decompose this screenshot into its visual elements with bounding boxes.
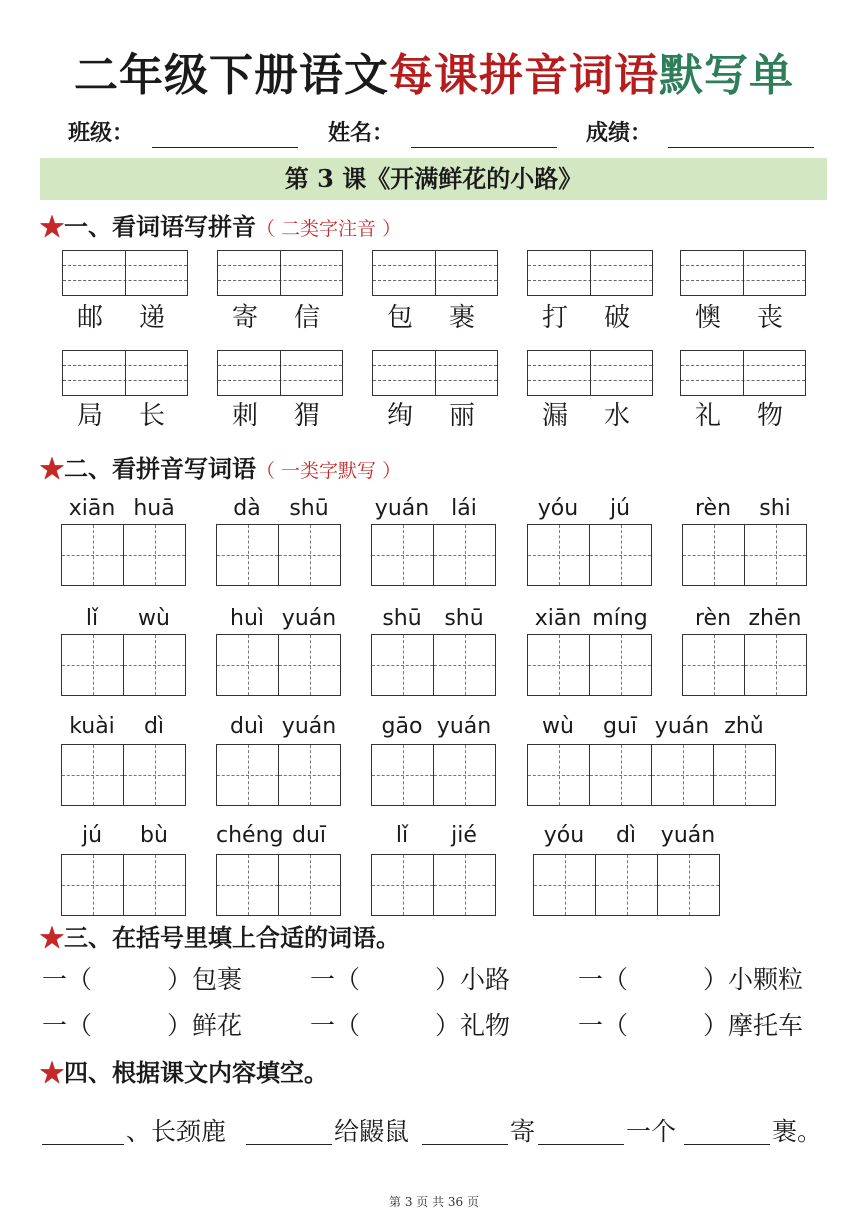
fill-bracket-item[interactable]: 一（ ）鲜花	[42, 1011, 243, 1040]
section4-heading: ★四、根据课文内容填空。	[40, 1058, 328, 1087]
fill-bracket-item[interactable]: 一（ ）礼物	[310, 1011, 511, 1040]
hanzi-char: 寄	[231, 303, 258, 333]
word-item	[680, 300, 806, 336]
fill-bracket-item[interactable]: 一（ ）小颗粒	[578, 965, 804, 994]
score-label: 成绩：	[586, 120, 653, 146]
tianzige-cell[interactable]	[595, 854, 658, 916]
page-title: 二年级下册语文每课拼音词语默写单	[74, 50, 794, 101]
tianzige-cell[interactable]	[589, 634, 652, 696]
tianzige-cell[interactable]	[278, 524, 341, 586]
pinyin-writing-box[interactable]	[680, 350, 806, 396]
tianzige-cell[interactable]	[533, 854, 596, 916]
pinyin-writing-box[interactable]	[217, 250, 343, 296]
tianzige-cell[interactable]	[589, 744, 652, 806]
sentence-segment: 一个	[626, 1117, 677, 1146]
pinyin-label: jié	[451, 823, 477, 848]
hanzi-char: 邮	[76, 303, 103, 333]
word-item	[527, 398, 653, 434]
hanzi-char: 刺	[231, 401, 258, 431]
hanzi-char: 猬	[293, 401, 320, 431]
pinyin-label: yóu	[537, 496, 579, 521]
pinyin-label: yuán	[654, 714, 710, 739]
lesson-banner: 第 3 课《开满鲜花的小路》	[40, 158, 827, 200]
pinyin-label: yuán	[436, 714, 492, 739]
tianzige-cell[interactable]	[433, 744, 496, 806]
hanzi-char: 丽	[448, 401, 475, 431]
tianzige-cell[interactable]	[61, 634, 124, 696]
section3-heading: ★三、在括号里填上合适的词语。	[40, 923, 400, 952]
pinyin-label: guī	[602, 714, 638, 739]
pinyin-label: shū	[382, 606, 422, 631]
tianzige-cell[interactable]	[371, 854, 434, 916]
tianzige-cell[interactable]	[527, 744, 590, 806]
page-number: 第 3 页 共 36 页	[389, 1195, 479, 1209]
name-label: 姓名：	[328, 120, 395, 146]
class-label: 班级：	[68, 120, 135, 146]
tianzige-cell[interactable]	[278, 744, 341, 806]
pinyin-writing-box[interactable]	[527, 250, 653, 296]
pinyin-writing-box[interactable]	[680, 250, 806, 296]
tianzige-cell[interactable]	[371, 744, 434, 806]
tianzige-cell[interactable]	[123, 854, 186, 916]
fill-bracket-item[interactable]: 一（ ）包裹	[42, 965, 243, 994]
tianzige-cell[interactable]	[278, 854, 341, 916]
hanzi-char: 打	[541, 303, 568, 333]
class-field[interactable]	[152, 147, 298, 148]
tianzige-cell[interactable]	[123, 744, 186, 806]
sentence-segment: 、长颈鹿	[126, 1117, 227, 1146]
pinyin-writing-box[interactable]	[62, 250, 188, 296]
pinyin-label: shi	[759, 496, 791, 521]
tianzige-cell[interactable]	[589, 524, 652, 586]
tianzige-cell[interactable]	[651, 744, 714, 806]
pinyin-label: dì	[615, 823, 637, 848]
sentence-segment: 裹。	[772, 1117, 823, 1146]
tianzige-cell[interactable]	[682, 524, 745, 586]
pinyin-label: duì	[229, 714, 265, 739]
pinyin-label: shū	[444, 606, 484, 631]
pinyin-label: yóu	[543, 823, 585, 848]
pinyin-label: yuán	[660, 823, 716, 848]
word-item	[372, 300, 498, 336]
blank-line[interactable]	[422, 1144, 508, 1145]
blank-line[interactable]	[246, 1144, 332, 1145]
sentence-segment: 给鼹鼠	[334, 1117, 410, 1146]
pinyin-label: dà	[233, 496, 261, 521]
pinyin-writing-box[interactable]	[372, 350, 498, 396]
pinyin-label: zhēn	[748, 606, 802, 631]
pinyin-label: wù	[138, 606, 170, 631]
sentence-segment: 寄	[510, 1117, 536, 1146]
word-item	[680, 398, 806, 434]
star-icon: ★	[40, 212, 64, 241]
word-item	[62, 300, 188, 336]
fill-bracket-item[interactable]: 一（ ）摩托车	[578, 1011, 804, 1040]
pinyin-label: yuán	[281, 714, 337, 739]
tianzige-cell[interactable]	[61, 854, 124, 916]
fill-bracket-item[interactable]: 一（ ）小路	[310, 965, 511, 994]
score-field[interactable]	[668, 147, 814, 148]
hanzi-char: 绚	[386, 401, 413, 431]
pinyin-label: dì	[143, 714, 165, 739]
blank-line[interactable]	[538, 1144, 624, 1145]
tianzige-cell[interactable]	[433, 524, 496, 586]
word-item	[62, 398, 188, 434]
pinyin-label: yuán	[374, 496, 430, 521]
hanzi-char: 递	[138, 303, 165, 333]
word-item	[527, 300, 653, 336]
blank-line[interactable]	[684, 1144, 770, 1145]
tianzige-cell[interactable]	[657, 854, 720, 916]
name-field[interactable]	[411, 147, 557, 148]
tianzige-cell[interactable]	[61, 744, 124, 806]
tianzige-cell[interactable]	[713, 744, 776, 806]
pinyin-writing-box[interactable]	[217, 350, 343, 396]
hanzi-char: 水	[603, 401, 630, 431]
hanzi-char: 物	[756, 401, 783, 431]
tianzige-cell[interactable]	[527, 634, 590, 696]
hanzi-char: 礼	[694, 401, 721, 431]
pinyin-label: chéng	[216, 823, 284, 848]
tianzige-cell[interactable]	[433, 854, 496, 916]
tianzige-cell[interactable]	[278, 634, 341, 696]
student-info-row	[68, 116, 828, 152]
tianzige-cell[interactable]	[216, 854, 279, 916]
pinyin-label: gāo	[381, 714, 423, 739]
pinyin-label: shū	[289, 496, 329, 521]
tianzige-cell[interactable]	[216, 524, 279, 586]
tianzige-cell[interactable]	[371, 524, 434, 586]
pinyin-label: xiān	[68, 496, 116, 521]
pinyin-label: wù	[542, 714, 574, 739]
pinyin-label: kuài	[69, 714, 115, 739]
tianzige-cell[interactable]	[123, 634, 186, 696]
pinyin-label: jú	[609, 496, 631, 521]
star-icon: ★	[40, 454, 64, 483]
pinyin-writing-box[interactable]	[527, 350, 653, 396]
pinyin-label: xiān	[534, 606, 582, 631]
tianzige-cell[interactable]	[682, 634, 745, 696]
hanzi-char: 破	[603, 303, 630, 333]
section1-heading: ★一、看词语写拼音（ 二类字注音 ）	[40, 212, 402, 241]
star-icon: ★	[40, 923, 64, 952]
blank-line[interactable]	[42, 1144, 124, 1145]
word-item	[217, 300, 343, 336]
pinyin-label: rèn	[694, 606, 732, 631]
tianzige-cell[interactable]	[744, 524, 807, 586]
star-icon: ★	[40, 1058, 64, 1087]
section2-heading: ★二、看拼音写词语（ 一类字默写 ）	[40, 454, 402, 483]
pinyin-label: yuán	[281, 606, 337, 631]
pinyin-writing-box[interactable]	[372, 250, 498, 296]
hanzi-char: 信	[293, 303, 320, 333]
pinyin-label: duī	[291, 823, 327, 848]
pinyin-label: míng	[592, 606, 648, 631]
hanzi-char: 局	[76, 401, 103, 431]
tianzige-cell[interactable]	[123, 524, 186, 586]
word-item	[372, 398, 498, 434]
pinyin-label: zhǔ	[724, 714, 764, 739]
pinyin-label: bù	[140, 823, 168, 848]
pinyin-writing-box[interactable]	[62, 350, 188, 396]
hanzi-char: 丧	[756, 303, 783, 333]
pinyin-label: lǐ	[85, 606, 99, 631]
hanzi-char: 懊	[694, 303, 721, 333]
tianzige-cell[interactable]	[61, 524, 124, 586]
tianzige-cell[interactable]	[216, 634, 279, 696]
hanzi-char: 包	[386, 303, 413, 333]
pinyin-label: rèn	[694, 496, 732, 521]
word-item	[217, 398, 343, 434]
hanzi-char: 裹	[448, 303, 475, 333]
pinyin-label: huā	[133, 496, 175, 521]
tianzige-cell[interactable]	[527, 524, 590, 586]
pinyin-label: lái	[451, 496, 477, 521]
tianzige-cell[interactable]	[433, 634, 496, 696]
tianzige-cell[interactable]	[371, 634, 434, 696]
tianzige-cell[interactable]	[744, 634, 807, 696]
pinyin-label: jú	[81, 823, 103, 848]
hanzi-char: 漏	[541, 401, 568, 431]
pinyin-label: huì	[230, 606, 264, 631]
tianzige-cell[interactable]	[216, 744, 279, 806]
hanzi-char: 长	[138, 401, 165, 431]
pinyin-label: lǐ	[395, 823, 409, 848]
